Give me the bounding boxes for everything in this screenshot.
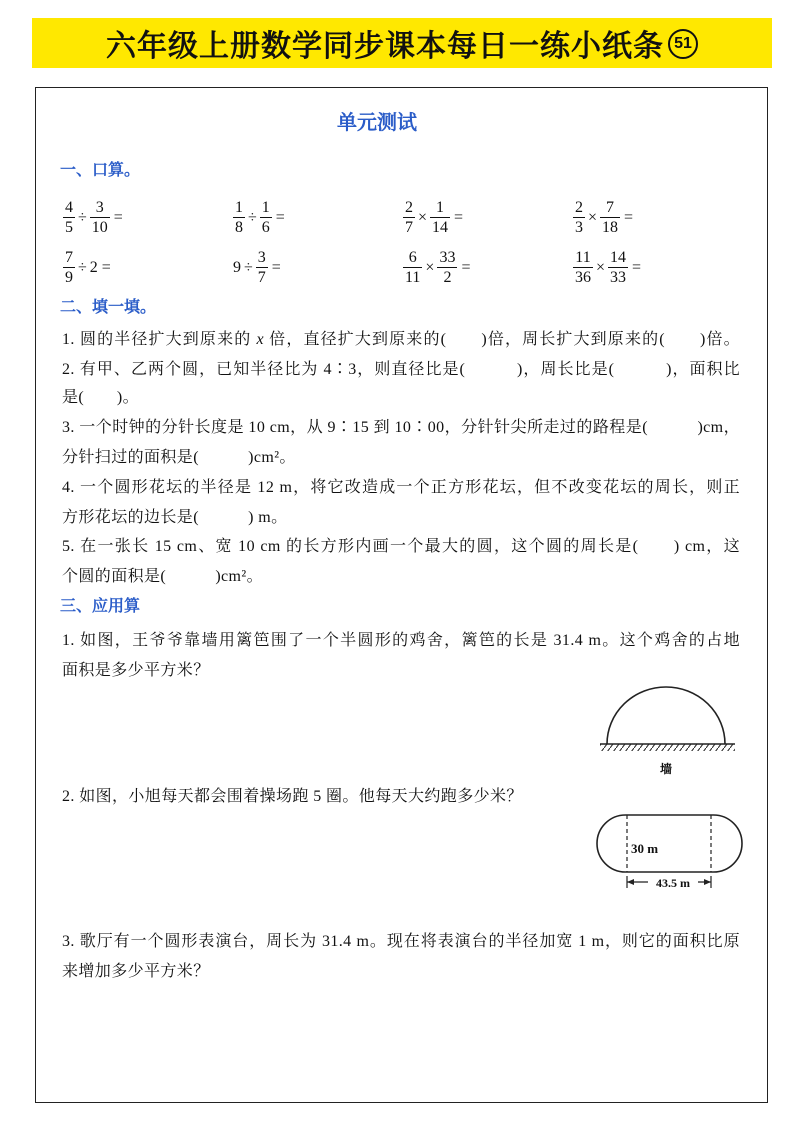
oral-calc-item [62,198,123,237]
operator: × [425,258,435,276]
fraction [573,198,585,237]
oral-calc-item [572,198,633,237]
track-length-label: 43.5 m [656,876,690,890]
fraction [608,248,628,287]
operator: × [588,208,598,226]
fill-question-3-line-2: 分针扫过的面积是( )cm²。 [62,449,296,466]
whole-number: 2 [89,258,98,276]
header-title: 六年级上册数学同步课本每日一练小纸条 [106,29,664,64]
circled-number: 51 [668,29,698,59]
equals-sign: = [271,258,281,276]
denominator: 33 [610,269,627,287]
application-question-1-line-1: 1. 如图，王爷爷靠墙用篱笆围了一个半圆形的鸡舍，篱笆的长是 31.4 m。这个鸡舍的占地 [62,632,740,649]
denominator: 11 [405,269,421,287]
equals-sign: = [454,208,464,226]
fill-question-4-line-1: 4. 一个圆形花坛的半径是 12 m，将它改造成一个正方形花坛，但不改变花坛的周长，则正 [62,479,740,496]
oral-calc-item [62,248,111,287]
application-question-3-line-2: 来增加多少平方米？ [62,963,210,980]
track-width-label: 30 m [631,841,659,856]
application-question-2: 2. 如图，小旭每天都会围着操场跑 5 圈。他每天大约跑多少米？ [62,788,523,805]
fill-question-2-line-2: 是( )。 [62,389,140,406]
page-title: 单元测试 [337,110,417,134]
section-heading-oral: 一、口算。 [60,160,141,179]
equals-sign: = [624,208,634,226]
denominator: 14 [432,219,449,237]
application-question-1-line-2: 面积是多少平方米？ [62,662,210,679]
numerator: 3 [257,249,266,266]
arrowhead-left [627,879,634,885]
fraction [90,198,110,237]
numerator: 1 [436,199,445,216]
operator: ÷ [78,208,87,226]
operator: × [596,258,606,276]
fraction [403,198,415,237]
oral-calc-item [402,198,463,237]
denominator: 9 [65,269,73,287]
numerator: 11 [575,249,591,266]
denominator: 5 [65,219,73,237]
whole-number: 9 [233,258,241,276]
equals-sign: = [275,208,285,226]
numerator: 2 [575,199,583,216]
fraction [437,248,457,287]
fraction [63,248,75,287]
operator: ÷ [244,258,253,276]
fill-question-4-line-2: 方形花坛的边长是( ) m。 [62,509,288,526]
equals-sign: = [632,258,642,276]
operator: × [418,208,428,226]
numerator: 7 [606,199,615,216]
numerator: 2 [405,199,413,216]
numerator: 6 [408,249,417,266]
equals-sign: = [461,258,471,276]
application-question-3-line-1: 3. 歌厅有一个圆形表演台，周长为 31.4 m。现在将表演台的半径加宽 1 m，则它的面积比原 [62,933,740,950]
denominator: 18 [602,219,619,237]
fraction [260,198,272,237]
fraction [403,248,422,287]
numerator: 7 [65,249,73,266]
oral-calc-item [232,198,285,237]
section-heading-fill: 二、填一填。 [60,297,157,316]
section-heading-application: 三、应用算 [60,596,141,615]
denominator: 7 [257,269,266,287]
fill-question-5-line-2: 个圆的面积是( )cm²。 [62,568,264,585]
semicircle-coop-figure [598,684,738,779]
track-figure [590,808,750,896]
fraction [233,198,245,237]
numerator: 4 [65,199,73,216]
fill-question-1 [62,329,740,351]
numerator: 3 [95,199,104,216]
fill-question-2-line-1: 2. 有甲、乙两个圆，已知半径比为 4∶3，则直径比是( )，周长比是( )，面积比 [62,361,740,378]
oral-calc-item [572,248,641,287]
fraction [573,248,593,287]
oral-calc-item [402,248,470,287]
equals-sign: = [101,258,111,276]
header-banner [32,18,772,68]
arrowhead-right [704,879,711,885]
denominator: 10 [91,219,108,237]
numerator: 14 [610,249,627,266]
oral-calc-item [232,248,281,287]
wall-label: 墙 [659,762,673,776]
semicircle-fence [607,687,725,744]
operator: ÷ [78,258,87,276]
fraction [63,198,75,237]
numerator: 1 [235,199,243,216]
denominator: 6 [261,219,270,237]
question-text: 1. 圆的半径扩大到原来的 [62,331,257,348]
operator: ÷ [248,208,257,226]
numerator: 33 [439,249,456,266]
fill-question-3-line-1: 3. 一个时钟的分针长度是 10 cm，从 9∶15 到 10∶00，分针针尖所走过的路程是( )cm， [62,419,740,436]
denominator: 3 [575,219,583,237]
denominator: 8 [235,219,243,237]
fill-question-5-line-1: 5. 在一张长 15 cm、宽 10 cm 的长方形内画一个最大的圆，这个圆的周长是( ) cm，这 [62,538,740,555]
fraction [600,198,620,237]
denominator: 7 [405,219,413,237]
numerator: 1 [261,199,270,216]
equals-sign: = [113,208,123,226]
denominator: 2 [443,269,452,287]
fraction [430,198,450,237]
question-text: 倍，直径扩大到原来的( )倍，周长扩大到原来的( )倍。 [264,331,740,348]
denominator: 36 [575,269,591,287]
wall-hatching [600,744,735,751]
fraction [256,248,268,287]
variable-x: x [256,331,265,348]
track-outline [597,815,742,872]
